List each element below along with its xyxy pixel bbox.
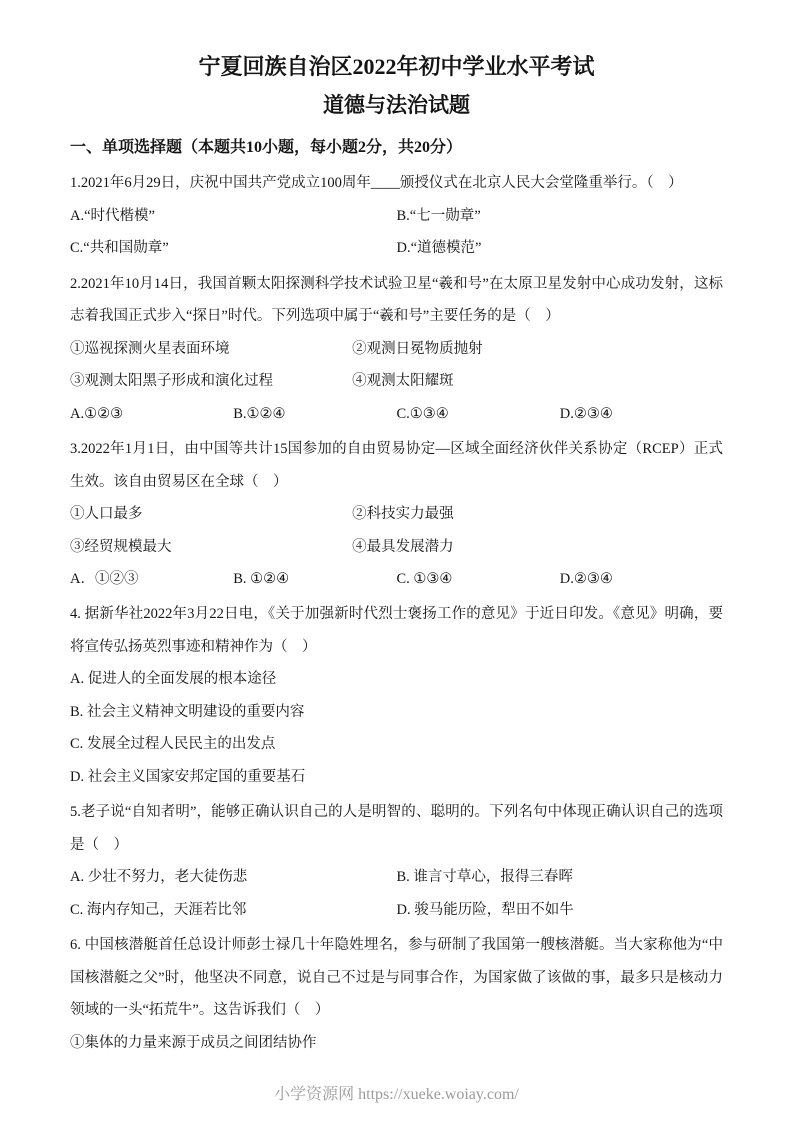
- question-2-item-2: ②观测日冕物质抛射: [352, 340, 483, 357]
- question-3: [70, 433, 723, 595]
- question-2-item-1: ①巡视探测火星表面环境: [70, 340, 230, 357]
- question-1-option-a: A.“时代楷模”: [70, 207, 155, 224]
- question-4-stem: 4. 据新华社2022年3月22日电，《关于加强新时代烈士褒扬工作的意见》于近日印发。《意见》明确，要将宣传弘扬英烈事迹和精神作为（ ）: [70, 606, 723, 655]
- question-4-option-d: D. 社会主义国家安邦定国的重要基石: [70, 768, 306, 785]
- question-3-option-d: D.②③④: [559, 571, 613, 588]
- question-3-item-2: ②科技实力最强: [352, 506, 454, 523]
- question-6: [70, 929, 723, 1059]
- question-5-option-c: C. 海内存知己，天涯若比邻: [70, 901, 247, 918]
- question-5-options: [70, 861, 723, 926]
- document-title: 宁夏回族自治区2022年初中学业水平考试: [198, 54, 595, 79]
- question-5-stem: 5.老子说“自知者明”，能够正确认识自己的人是明智的、聪明的。下列名句中体现正确认识自己的选项是（ ）: [70, 804, 723, 853]
- question-6-item-1: ①集体的力量来源于成员之间团结协作: [70, 1034, 317, 1051]
- question-3-stem: 3.2022年1月1日，由中国等共计15国参加的自由贸易协定—区域全面经济伙伴关系协定（RCEP）正式生效。该自由贸易区在全球（ ）: [70, 441, 723, 490]
- question-6-stem: 6. 中国核潜艇首任总设计师彭士禄几十年隐姓埋名，参与研制了我国第一艘核潜艇。当大家称他为“中国核潜艇之父”时，他坚决不同意，说自己不过是与同事合作，为国家做了该做的事，最多只是核动力领域的一头“拓荒牛”。这告诉我们（ ）: [70, 937, 723, 1019]
- question-3-item-1: ①人口最多: [70, 506, 143, 523]
- question-2-option-c: C.①③④: [396, 405, 449, 422]
- section-heading: 一、单项选择题（本题共10小题，每小题2分，共20分）: [70, 138, 463, 156]
- question-2: [70, 268, 723, 430]
- question-2-stem: 2.2021年10月14日，我国首颗太阳探测科学技术试验卫星“羲和号”在太原卫星发射中心成功发射，这标志着我国正式步入“探日”时代。下列选项中属于“羲和号”主要任务的是（ ）: [70, 275, 723, 325]
- watermark-footer: 小学资源网 https://xueke.woiay.com/: [274, 1085, 519, 1103]
- question-3-option-c: C. ①③④: [396, 571, 453, 588]
- document-subtitle: 道德与法治试题: [323, 93, 470, 118]
- question-2-option-a: A.①②③: [70, 405, 124, 422]
- question-2-option-d: D.②③④: [559, 405, 613, 422]
- question-2-options: [70, 398, 723, 430]
- question-3-item-4: ④最具发展潜力: [352, 538, 454, 555]
- question-1-stem: 1.2021年6月29日，庆祝中国共产党成立100周年____颁授仪式在北京人民大会堂隆重举行。（ ）: [70, 175, 683, 192]
- question-4-option-c: C. 发展全过程人民民主的出发点: [70, 736, 276, 753]
- question-4-option-b: B. 社会主义精神文明建设的重要内容: [70, 703, 305, 720]
- question-2-item-4: ④观测太阳耀斑: [352, 373, 454, 390]
- question-1-option-d: D.“道德模范”: [396, 240, 482, 257]
- question-1: [70, 167, 723, 264]
- question-5-option-d: D. 骏马能历险，犁田不如牛: [396, 901, 574, 918]
- question-3-items: [70, 498, 723, 563]
- question-3-option-b: B. ①②④: [233, 571, 290, 588]
- question-2-item-3: ③观测太阳黑子形成和演化过程: [70, 373, 273, 390]
- question-3-options: [70, 563, 723, 595]
- question-1-option-b: B.“七一勋章”: [396, 207, 481, 224]
- question-1-options: [70, 200, 723, 265]
- question-5-option-b: B. 谁言寸草心，报得三春晖: [396, 869, 573, 886]
- question-5: [70, 796, 723, 926]
- question-5-option-a: A. 少壮不努力，老大徒伤悲: [70, 869, 248, 886]
- question-2-option-b: B.①②④: [233, 405, 286, 422]
- question-3-option-a: A．①②③: [70, 571, 139, 588]
- question-1-option-c: C.“共和国勋章”: [70, 240, 169, 257]
- question-3-item-3: ③经贸规模最大: [70, 538, 172, 555]
- question-4-option-a: A. 促进人的全面发展的根本途径: [70, 671, 277, 688]
- question-2-items: [70, 333, 723, 398]
- question-4: [70, 598, 723, 793]
